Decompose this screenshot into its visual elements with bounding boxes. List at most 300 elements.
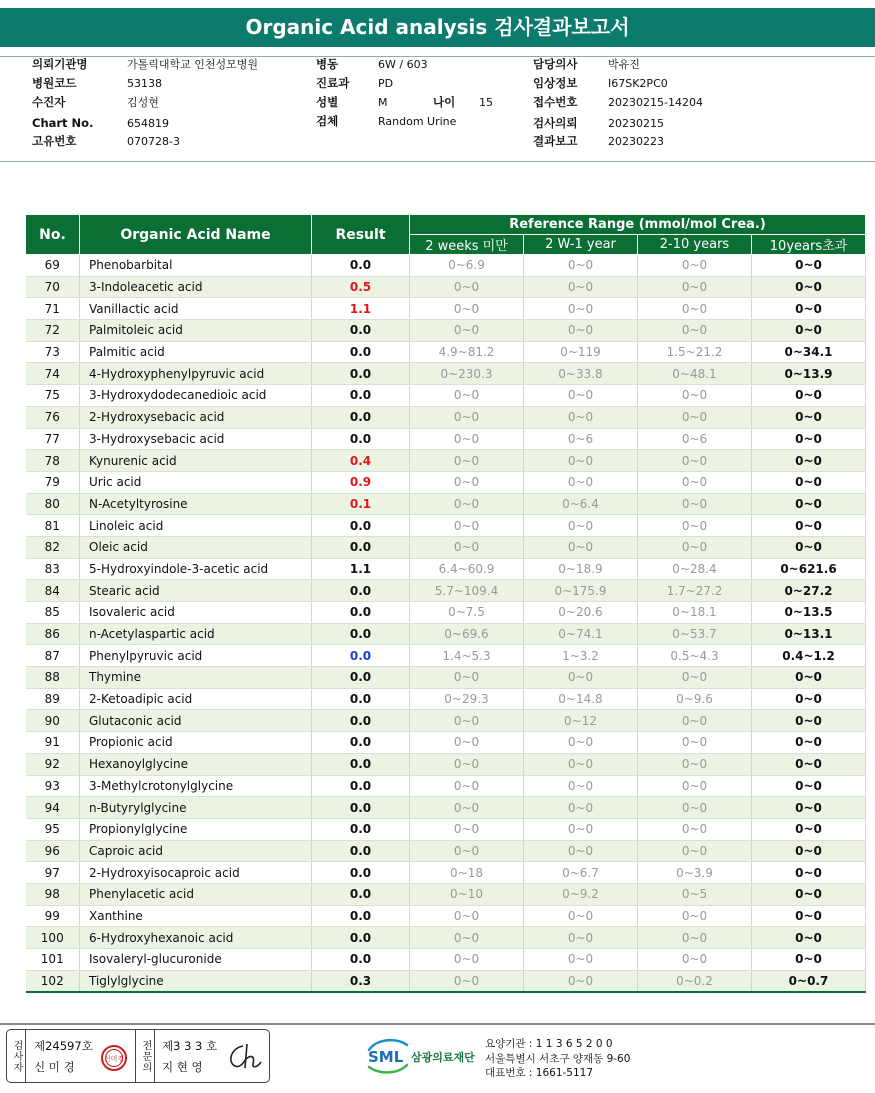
range-2weeks: 0~29.3 <box>410 688 524 710</box>
acid-name: 2-Hydroxyisocaproic acid <box>80 862 312 884</box>
acid-name: Uric acid <box>80 471 312 493</box>
result-value: 0.0 <box>312 818 410 840</box>
result-value: 0.0 <box>312 688 410 710</box>
range-2-10y: 0~0 <box>638 667 752 689</box>
physician: 박유진 <box>608 58 640 71</box>
range-2-10y: 0~0 <box>638 536 752 558</box>
results-table <box>25 214 866 993</box>
result-value: 0.0 <box>312 732 410 754</box>
result-value: 1.1 <box>312 558 410 580</box>
range-2w-1y: 0~0 <box>524 927 638 949</box>
range-2weeks: 0~18 <box>410 862 524 884</box>
field-label: 고유번호 <box>32 134 77 148</box>
range-2weeks: 0~0 <box>410 710 524 732</box>
table-row <box>26 298 866 320</box>
result-value: 0.0 <box>312 363 410 385</box>
range-2-10y: 0~3.9 <box>638 862 752 884</box>
range-over-10y: 0~0 <box>752 688 866 710</box>
table-row <box>26 797 866 819</box>
acid-name: Vanillactic acid <box>80 298 312 320</box>
range-2weeks: 0~0 <box>410 667 524 689</box>
range-over-10y: 0~0 <box>752 276 866 298</box>
accession-number: 20230215-14204 <box>608 96 703 109</box>
range-over-10y: 0~0 <box>752 493 866 515</box>
range-2weeks: 0~0 <box>410 949 524 971</box>
acid-name: Tiglylglycine <box>80 970 312 992</box>
row-number: 80 <box>26 493 80 515</box>
range-2-10y: 0~48.1 <box>638 363 752 385</box>
result-value: 0.0 <box>312 927 410 949</box>
range-2weeks: 0~0 <box>410 471 524 493</box>
range-2weeks: 0~0 <box>410 970 524 992</box>
range-2w-1y: 0~0 <box>524 298 638 320</box>
table-row <box>26 385 866 407</box>
row-number: 99 <box>26 905 80 927</box>
result-value: 0.5 <box>312 276 410 298</box>
range-over-10y: 0~0 <box>752 753 866 775</box>
range-2w-1y: 0~6.4 <box>524 493 638 515</box>
range-over-10y: 0~0 <box>752 298 866 320</box>
table-row <box>26 623 866 645</box>
range-2w-1y: 0~74.1 <box>524 623 638 645</box>
field-label: 수진자 <box>32 95 66 109</box>
table-row <box>26 949 866 971</box>
range-2-10y: 0~0 <box>638 949 752 971</box>
sml-logo <box>366 1037 410 1079</box>
results-body <box>26 255 866 993</box>
table-row <box>26 428 866 450</box>
range-2-10y: 0~0.2 <box>638 970 752 992</box>
acid-name: Palmitic acid <box>80 341 312 363</box>
row-number: 96 <box>26 840 80 862</box>
sex: M <box>378 96 388 109</box>
table-row <box>26 255 866 277</box>
age: 15 <box>479 96 493 109</box>
result-value: 1.1 <box>312 298 410 320</box>
range-2w-1y: 0~0 <box>524 515 638 537</box>
range-2weeks: 0~0 <box>410 276 524 298</box>
range-2weeks: 0~0 <box>410 450 524 472</box>
range-2w-1y: 0~0 <box>524 536 638 558</box>
table-row <box>26 862 866 884</box>
acid-name: n-Butyrylglycine <box>80 797 312 819</box>
range-2weeks: 4.9~81.2 <box>410 341 524 363</box>
range-2weeks: 0~230.3 <box>410 363 524 385</box>
range-2w-1y: 0~12 <box>524 710 638 732</box>
row-number: 79 <box>26 471 80 493</box>
result-value: 0.0 <box>312 580 410 602</box>
range-2w-1y: 1~3.2 <box>524 645 638 667</box>
row-number: 76 <box>26 406 80 428</box>
row-number: 98 <box>26 883 80 905</box>
acid-name: n-Acetylaspartic acid <box>80 623 312 645</box>
range-2weeks: 0~69.6 <box>410 623 524 645</box>
referring-institution: 가톨릭대학교 인천성모병원 <box>127 58 259 71</box>
acid-name: 3-Hydroxydodecanedioic acid <box>80 385 312 407</box>
row-number: 90 <box>26 710 80 732</box>
range-over-10y: 0~0 <box>752 927 866 949</box>
row-number: 73 <box>26 341 80 363</box>
table-row <box>26 775 866 797</box>
range-2-10y: 0~0 <box>638 753 752 775</box>
table-row <box>26 667 866 689</box>
field-label: 나이 <box>433 95 456 109</box>
range-over-10y: 0.4~1.2 <box>752 645 866 667</box>
chart-number: 654819 <box>127 117 169 130</box>
range-2-10y: 0~0 <box>638 255 752 277</box>
row-number: 83 <box>26 558 80 580</box>
range-2weeks: 0~0 <box>410 428 524 450</box>
range-2w-1y: 0~0 <box>524 255 638 277</box>
technologist-license: 제24597호 <box>34 1039 93 1053</box>
range-2-10y: 0~0 <box>638 818 752 840</box>
range-2-10y: 0~0 <box>638 320 752 342</box>
range-2weeks: 0~0 <box>410 753 524 775</box>
logo-text: SML <box>368 1048 404 1066</box>
range-over-10y: 0~0 <box>752 320 866 342</box>
result-value: 0.0 <box>312 536 410 558</box>
range-over-10y: 0~0 <box>752 905 866 927</box>
acid-name: Stearic acid <box>80 580 312 602</box>
organization-name: 삼광의료재단 <box>411 1051 475 1064</box>
row-number: 88 <box>26 667 80 689</box>
range-2weeks: 0~0 <box>410 818 524 840</box>
result-value: 0.0 <box>312 862 410 884</box>
result-value: 0.0 <box>312 406 410 428</box>
specialist-label <box>135 1030 155 1082</box>
acid-name: Phenylacetic acid <box>80 883 312 905</box>
range-over-10y: 0~0 <box>752 428 866 450</box>
field-label: 진료과 <box>316 76 350 90</box>
range-over-10y: 0~0 <box>752 732 866 754</box>
acid-name: Palmitoleic acid <box>80 320 312 342</box>
result-value: 0.0 <box>312 515 410 537</box>
range-2-10y: 0~5 <box>638 883 752 905</box>
range-2-10y: 0~0 <box>638 406 752 428</box>
result-value: 0.0 <box>312 428 410 450</box>
result-value: 0.0 <box>312 645 410 667</box>
sml-logo-icon <box>366 1037 410 1075</box>
acid-name: Phenobarbital <box>80 255 312 277</box>
range-2-10y: 0~0 <box>638 493 752 515</box>
range-2weeks: 0~0 <box>410 905 524 927</box>
seal-text: 신미경 <box>103 1055 125 1063</box>
row-number: 72 <box>26 320 80 342</box>
info-line: 대표번호 : 1661-5117 <box>485 1067 594 1079</box>
range-2-10y: 0.5~4.3 <box>638 645 752 667</box>
table-row <box>26 883 866 905</box>
hospital-code: 53138 <box>127 77 162 90</box>
table-row <box>26 493 866 515</box>
report-date: 20230223 <box>608 135 664 148</box>
result-value: 0.0 <box>312 341 410 363</box>
range-2w-1y: 0~33.8 <box>524 363 638 385</box>
row-number: 74 <box>26 363 80 385</box>
range-2weeks: 0~0 <box>410 536 524 558</box>
info-line: 서울특별시 서초구 양재동 9-60 <box>485 1052 631 1065</box>
result-value: 0.0 <box>312 667 410 689</box>
row-number: 101 <box>26 949 80 971</box>
acid-name: Glutaconic acid <box>80 710 312 732</box>
patient-name: 김성현 <box>127 96 159 109</box>
specimen: Random Urine <box>378 115 457 128</box>
field-label: Chart No. <box>32 116 94 130</box>
header-divider-bottom <box>0 161 875 162</box>
row-number: 75 <box>26 385 80 407</box>
range-2weeks: 0~0 <box>410 320 524 342</box>
table-row <box>26 450 866 472</box>
table-row <box>26 515 866 537</box>
range-2w-1y: 0~0 <box>524 775 638 797</box>
technologist-label-text: 검사자 <box>11 1039 22 1073</box>
specialist-license: 제3 3 3 호 <box>162 1039 218 1053</box>
range-over-10y: 0~0 <box>752 949 866 971</box>
technologist-seal <box>100 1044 128 1072</box>
field-label: 병원코드 <box>32 76 77 90</box>
range-2weeks: 0~6.9 <box>410 255 524 277</box>
field-label: 임상정보 <box>533 76 578 90</box>
range-2w-1y: 0~9.2 <box>524 883 638 905</box>
result-value: 0.0 <box>312 905 410 927</box>
organization-info <box>485 1037 630 1081</box>
result-value: 0.0 <box>312 710 410 732</box>
clinical-info: I67SK2PC0 <box>608 77 668 90</box>
table-row <box>26 320 866 342</box>
result-value: 0.1 <box>312 493 410 515</box>
acid-name: Xanthine <box>80 905 312 927</box>
row-number: 97 <box>26 862 80 884</box>
range-over-10y: 0~0 <box>752 775 866 797</box>
field-label: 검사의뢰 <box>533 116 578 130</box>
range-2w-1y: 0~20.6 <box>524 602 638 624</box>
result-value: 0.0 <box>312 385 410 407</box>
acid-name: Phenylpyruvic acid <box>80 645 312 667</box>
acid-name: Isovaleric acid <box>80 602 312 624</box>
result-value: 0.0 <box>312 775 410 797</box>
result-value: 0.0 <box>312 797 410 819</box>
row-number: 89 <box>26 688 80 710</box>
range-2w-1y: 0~0 <box>524 406 638 428</box>
range-2-10y: 0~6 <box>638 428 752 450</box>
range-over-10y: 0~0.7 <box>752 970 866 992</box>
table-row <box>26 363 866 385</box>
row-number: 77 <box>26 428 80 450</box>
range-2w-1y: 0~0 <box>524 276 638 298</box>
table-row <box>26 905 866 927</box>
col-header-range-4: 10years초과 <box>752 235 866 255</box>
col-header-reference: Reference Range (mmol/mol Crea.) <box>410 215 866 235</box>
range-2w-1y: 0~0 <box>524 753 638 775</box>
range-over-10y: 0~0 <box>752 710 866 732</box>
range-over-10y: 0~0 <box>752 862 866 884</box>
acid-name: Caproic acid <box>80 840 312 862</box>
range-2w-1y: 0~14.8 <box>524 688 638 710</box>
range-over-10y: 0~0 <box>752 797 866 819</box>
result-value: 0.0 <box>312 320 410 342</box>
row-number: 71 <box>26 298 80 320</box>
range-2weeks: 0~0 <box>410 385 524 407</box>
table-row <box>26 970 866 992</box>
range-2w-1y: 0~119 <box>524 341 638 363</box>
acid-name: Oleic acid <box>80 536 312 558</box>
acid-name: 3-Methylcrotonylglycine <box>80 775 312 797</box>
range-2-10y: 0~0 <box>638 905 752 927</box>
range-over-10y: 0~0 <box>752 883 866 905</box>
range-2weeks: 0~0 <box>410 406 524 428</box>
table-row <box>26 276 866 298</box>
col-header-no: No. <box>26 215 80 255</box>
field-label: 담당의사 <box>533 57 578 71</box>
field-label: 검체 <box>316 114 339 128</box>
row-number: 84 <box>26 580 80 602</box>
range-over-10y: 0~13.5 <box>752 602 866 624</box>
range-2-10y: 0~0 <box>638 515 752 537</box>
table-row <box>26 536 866 558</box>
result-value: 0.0 <box>312 883 410 905</box>
table-row <box>26 710 866 732</box>
ward: 6W / 603 <box>378 58 428 71</box>
range-2-10y: 0~0 <box>638 927 752 949</box>
range-2weeks: 6.4~60.9 <box>410 558 524 580</box>
range-over-10y: 0~0 <box>752 515 866 537</box>
row-number: 94 <box>26 797 80 819</box>
table-row <box>26 753 866 775</box>
result-value: 0.9 <box>312 471 410 493</box>
range-2-10y: 0~0 <box>638 276 752 298</box>
range-over-10y: 0~0 <box>752 667 866 689</box>
footer-divider <box>0 1023 875 1025</box>
acid-name: 3-Indoleacetic acid <box>80 276 312 298</box>
acid-name: Kynurenic acid <box>80 450 312 472</box>
result-value: 0.0 <box>312 602 410 624</box>
report-title: Organic Acid analysis 검사결과보고서 <box>0 8 875 47</box>
table-row <box>26 840 866 862</box>
range-2weeks: 0~0 <box>410 775 524 797</box>
range-over-10y: 0~0 <box>752 406 866 428</box>
row-number: 78 <box>26 450 80 472</box>
range-2weeks: 0~0 <box>410 298 524 320</box>
acid-name: Thymine <box>80 667 312 689</box>
range-2-10y: 0~0 <box>638 710 752 732</box>
range-2w-1y: 0~6 <box>524 428 638 450</box>
row-number: 91 <box>26 732 80 754</box>
table-row <box>26 927 866 949</box>
row-number: 86 <box>26 623 80 645</box>
row-number: 102 <box>26 970 80 992</box>
request-date: 20230215 <box>608 117 664 130</box>
technologist-label <box>7 1030 26 1082</box>
field-label: 병동 <box>316 57 339 71</box>
range-2-10y: 0~28.4 <box>638 558 752 580</box>
acid-name: 3-Hydroxysebacic acid <box>80 428 312 450</box>
range-2-10y: 0~0 <box>638 298 752 320</box>
range-2-10y: 1.7~27.2 <box>638 580 752 602</box>
acid-name: Hexanoylglycine <box>80 753 312 775</box>
specialist-label-text: 전문의 <box>140 1039 151 1073</box>
range-2w-1y: 0~18.9 <box>524 558 638 580</box>
table-row <box>26 645 866 667</box>
range-over-10y: 0~0 <box>752 840 866 862</box>
specialist-signature <box>225 1040 265 1074</box>
row-number: 81 <box>26 515 80 537</box>
range-2w-1y: 0~0 <box>524 667 638 689</box>
row-number: 69 <box>26 255 80 277</box>
acid-name: Linoleic acid <box>80 515 312 537</box>
range-2-10y: 0~0 <box>638 471 752 493</box>
range-2weeks: 0~0 <box>410 493 524 515</box>
range-2-10y: 1.5~21.2 <box>638 341 752 363</box>
col-header-name: Organic Acid Name <box>80 215 312 255</box>
row-number: 92 <box>26 753 80 775</box>
range-2weeks: 0~0 <box>410 732 524 754</box>
range-2weeks: 0~7.5 <box>410 602 524 624</box>
range-over-10y: 0~27.2 <box>752 580 866 602</box>
table-row <box>26 558 866 580</box>
acid-name: Propionic acid <box>80 732 312 754</box>
range-2weeks: 0~0 <box>410 840 524 862</box>
col-header-range-2: 2 W-1 year <box>524 235 638 255</box>
table-row <box>26 406 866 428</box>
row-number: 87 <box>26 645 80 667</box>
range-over-10y: 0~0 <box>752 818 866 840</box>
range-2weeks: 0~0 <box>410 927 524 949</box>
acid-name: Isovaleryl-glucuronide <box>80 949 312 971</box>
table-row <box>26 818 866 840</box>
range-over-10y: 0~13.9 <box>752 363 866 385</box>
range-2w-1y: 0~0 <box>524 949 638 971</box>
range-2-10y: 0~0 <box>638 450 752 472</box>
result-value: 0.4 <box>312 450 410 472</box>
range-over-10y: 0~0 <box>752 536 866 558</box>
table-row <box>26 471 866 493</box>
table-row <box>26 341 866 363</box>
acid-name: Propionylglycine <box>80 818 312 840</box>
field-label: 성별 <box>316 95 339 109</box>
range-2-10y: 0~0 <box>638 797 752 819</box>
range-2-10y: 0~53.7 <box>638 623 752 645</box>
range-2-10y: 0~0 <box>638 732 752 754</box>
signature-box <box>6 1029 270 1083</box>
field-label: 결과보고 <box>533 134 578 148</box>
acid-name: 5-Hydroxyindole-3-acetic acid <box>80 558 312 580</box>
range-over-10y: 0~0 <box>752 471 866 493</box>
range-2weeks: 0~0 <box>410 515 524 537</box>
range-2w-1y: 0~0 <box>524 732 638 754</box>
row-number: 70 <box>26 276 80 298</box>
field-label: 의뢰기관명 <box>32 57 88 71</box>
range-2w-1y: 0~0 <box>524 385 638 407</box>
range-2w-1y: 0~6.7 <box>524 862 638 884</box>
table-row <box>26 732 866 754</box>
range-2w-1y: 0~0 <box>524 818 638 840</box>
range-2w-1y: 0~175.9 <box>524 580 638 602</box>
range-2weeks: 0~10 <box>410 883 524 905</box>
result-value: 0.0 <box>312 753 410 775</box>
acid-name: N-Acetyltyrosine <box>80 493 312 515</box>
range-over-10y: 0~0 <box>752 255 866 277</box>
range-2-10y: 0~0 <box>638 775 752 797</box>
header-info <box>0 55 875 155</box>
range-2-10y: 0~18.1 <box>638 602 752 624</box>
col-header-range-1: 2 weeks 미만 <box>410 235 524 255</box>
row-number: 82 <box>26 536 80 558</box>
range-2w-1y: 0~0 <box>524 471 638 493</box>
unique-id: 070728-3 <box>127 135 180 148</box>
row-number: 100 <box>26 927 80 949</box>
range-over-10y: 0~34.1 <box>752 341 866 363</box>
range-2w-1y: 0~0 <box>524 970 638 992</box>
table-row <box>26 580 866 602</box>
